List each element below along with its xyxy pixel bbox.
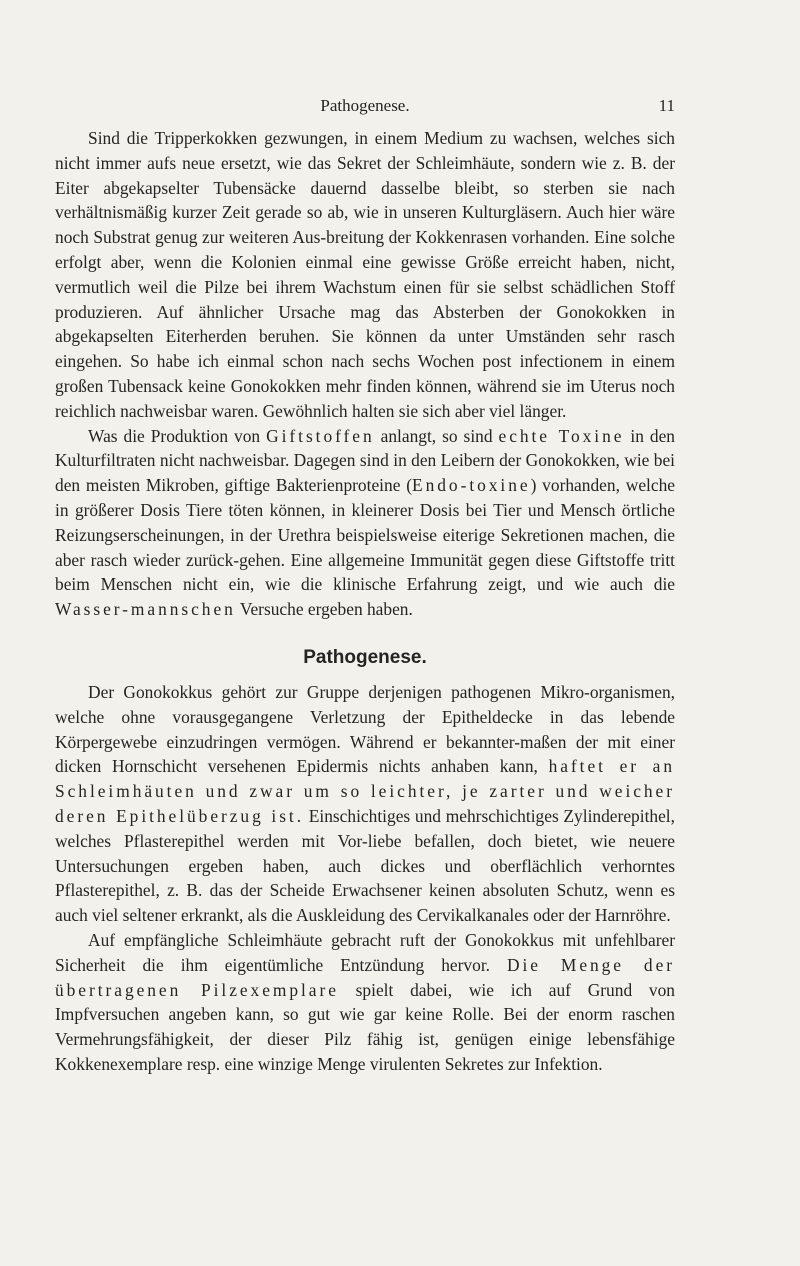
running-header bbox=[55, 96, 675, 122]
emphasis-echte-toxine: echte Toxine bbox=[498, 425, 625, 446]
paragraph-2-text: Versuche ergeben haben. bbox=[235, 599, 413, 620]
paragraph-1: Sind die Tripperkokken gezwungen, in einem Medium zu wachsen, welches sich nicht immer aufs neue ersetzt, wie das Sekret der Schleimhäute, sondern wie z. B. der Eiter abgekapselter Tubensäcke dauernd dasselbe bleibt, so sterben sie nach verhältnismäßig kurzer Zeit gerade so ab, wie in unseren Kulturgläsern. Auch hier wäre noch Substrat genug zur weiteren Aus-breitung der Kokkenrasen vorhanden. Eine solche erfolgt aber, wenn die Kolonien einmal eine gewisse Größe erreicht haben, nicht, vermutlich weil die Pilze bei ihrem Wachstum einen für sie selbst schädlichen Stoff produzieren. Auf ähnlicher Ursache mag das Absterben der Gonokokken in abgekapselten Eiterherden beruhen. Sie können da unter Umständen sehr rasch eingehen. So habe ich einmal schon nach sechs Wochen post infectionem in einem großen Tubensack keine Gonokokken mehr finden können, während sie im Uterus noch reichlich nachweisbar waren. Gewöhnlich halten sie sich aber viel länger. bbox=[55, 128, 675, 421]
section-heading: Pathogenese. bbox=[303, 646, 427, 668]
emphasis-wassermannschen: Wasser-mannschen bbox=[55, 599, 236, 620]
paragraph-2-text: in den Kulturfiltraten nicht nachweisbar. Dagegen sind in den Leibern der Gonokokken, wie bei den meisten Mikroben, giftige Bakterienproteine ( bbox=[55, 425, 675, 496]
paragraph-2-text: anlangt, so sind bbox=[374, 425, 499, 446]
page-body bbox=[55, 126, 675, 1077]
paragraph-4-text: Auf empfängliche Schleimhäute gebracht ruft der Gonokokkus mit unfehlbarer Sicherheit die ihm eigentümliche Entzündung hervor. bbox=[55, 929, 675, 975]
paragraph-4 bbox=[55, 928, 675, 1077]
paragraph-3-text: Der Gonokokkus gehört zur Gruppe derjenigen pathogenen Mikro-organismen, welche ohne vorausgegangene Verletzung der Epitheldecke in das lebende Körpergewebe einzudringen vermögen. Während er bekannter-maßen der mit einer dicken Hornschicht versehenen Epidermis nichts anhaben kann, bbox=[55, 681, 675, 777]
paragraph-4-text: spielt dabei, wie ich auf Grund von Impfversuchen angeben kann, so gut wie gar keine Rolle. Bei der enorm raschen Vermehrungsfähigkeit, der dieser Pilz fähig ist, genügen einige lebensfähige Kokkenexemplare resp. eine winzige Menge virulenten Sekretes zur Infektion. bbox=[55, 979, 675, 1074]
paragraph-2-text: Was die Produktion von bbox=[88, 425, 267, 446]
paragraph-3-text: Einschichtiges und mehrschichtiges Zylinderepithel, welches Pflasterepithel werden mit Vor-liebe befallen, doch bietet, wie neuere Untersuchungen ergeben haben, auch dickes und oberflächlich verhorntes Pflasterepithel, z. B. das der Scheide Erwachsener keinen absoluten Schutz, wenn es auch viel seltener erkrankt, als die Auskleidung des Cervikalkanales oder der Harnröhre. bbox=[55, 805, 675, 926]
emphasis-giftstoffen: Giftstoffen bbox=[266, 425, 375, 446]
paragraph-3 bbox=[55, 680, 675, 928]
paragraph-2-text: ) vorhanden, welche in größerer Dosis Tiere töten können, in kleinerer Dosis bei Tier und Mensch örtliche Reizungserscheinungen, in der Urethra beispielsweise eiterige Sekretionen machen, die aber rasch wieder zurück-gehen. Eine allgemeine Immunität gegen diese Giftstoffe tritt beim Menschen nicht ein, wie die klinische Erfahrung zeigt, und wie auch die bbox=[55, 475, 675, 595]
emphasis-haftet: haftet er an Schleimhäuten und zwar um so leichter, je zarter und weicher deren Epithelüberzug ist. bbox=[55, 756, 676, 826]
running-title: Pathogenese. bbox=[320, 96, 410, 115]
emphasis-endotoxine: Endo-toxine bbox=[412, 475, 531, 496]
emphasis-menge: Die Menge der übertragenen Pilzexemplare bbox=[55, 954, 675, 1000]
page-number: 11 bbox=[658, 96, 675, 115]
paragraph-2 bbox=[55, 424, 675, 622]
